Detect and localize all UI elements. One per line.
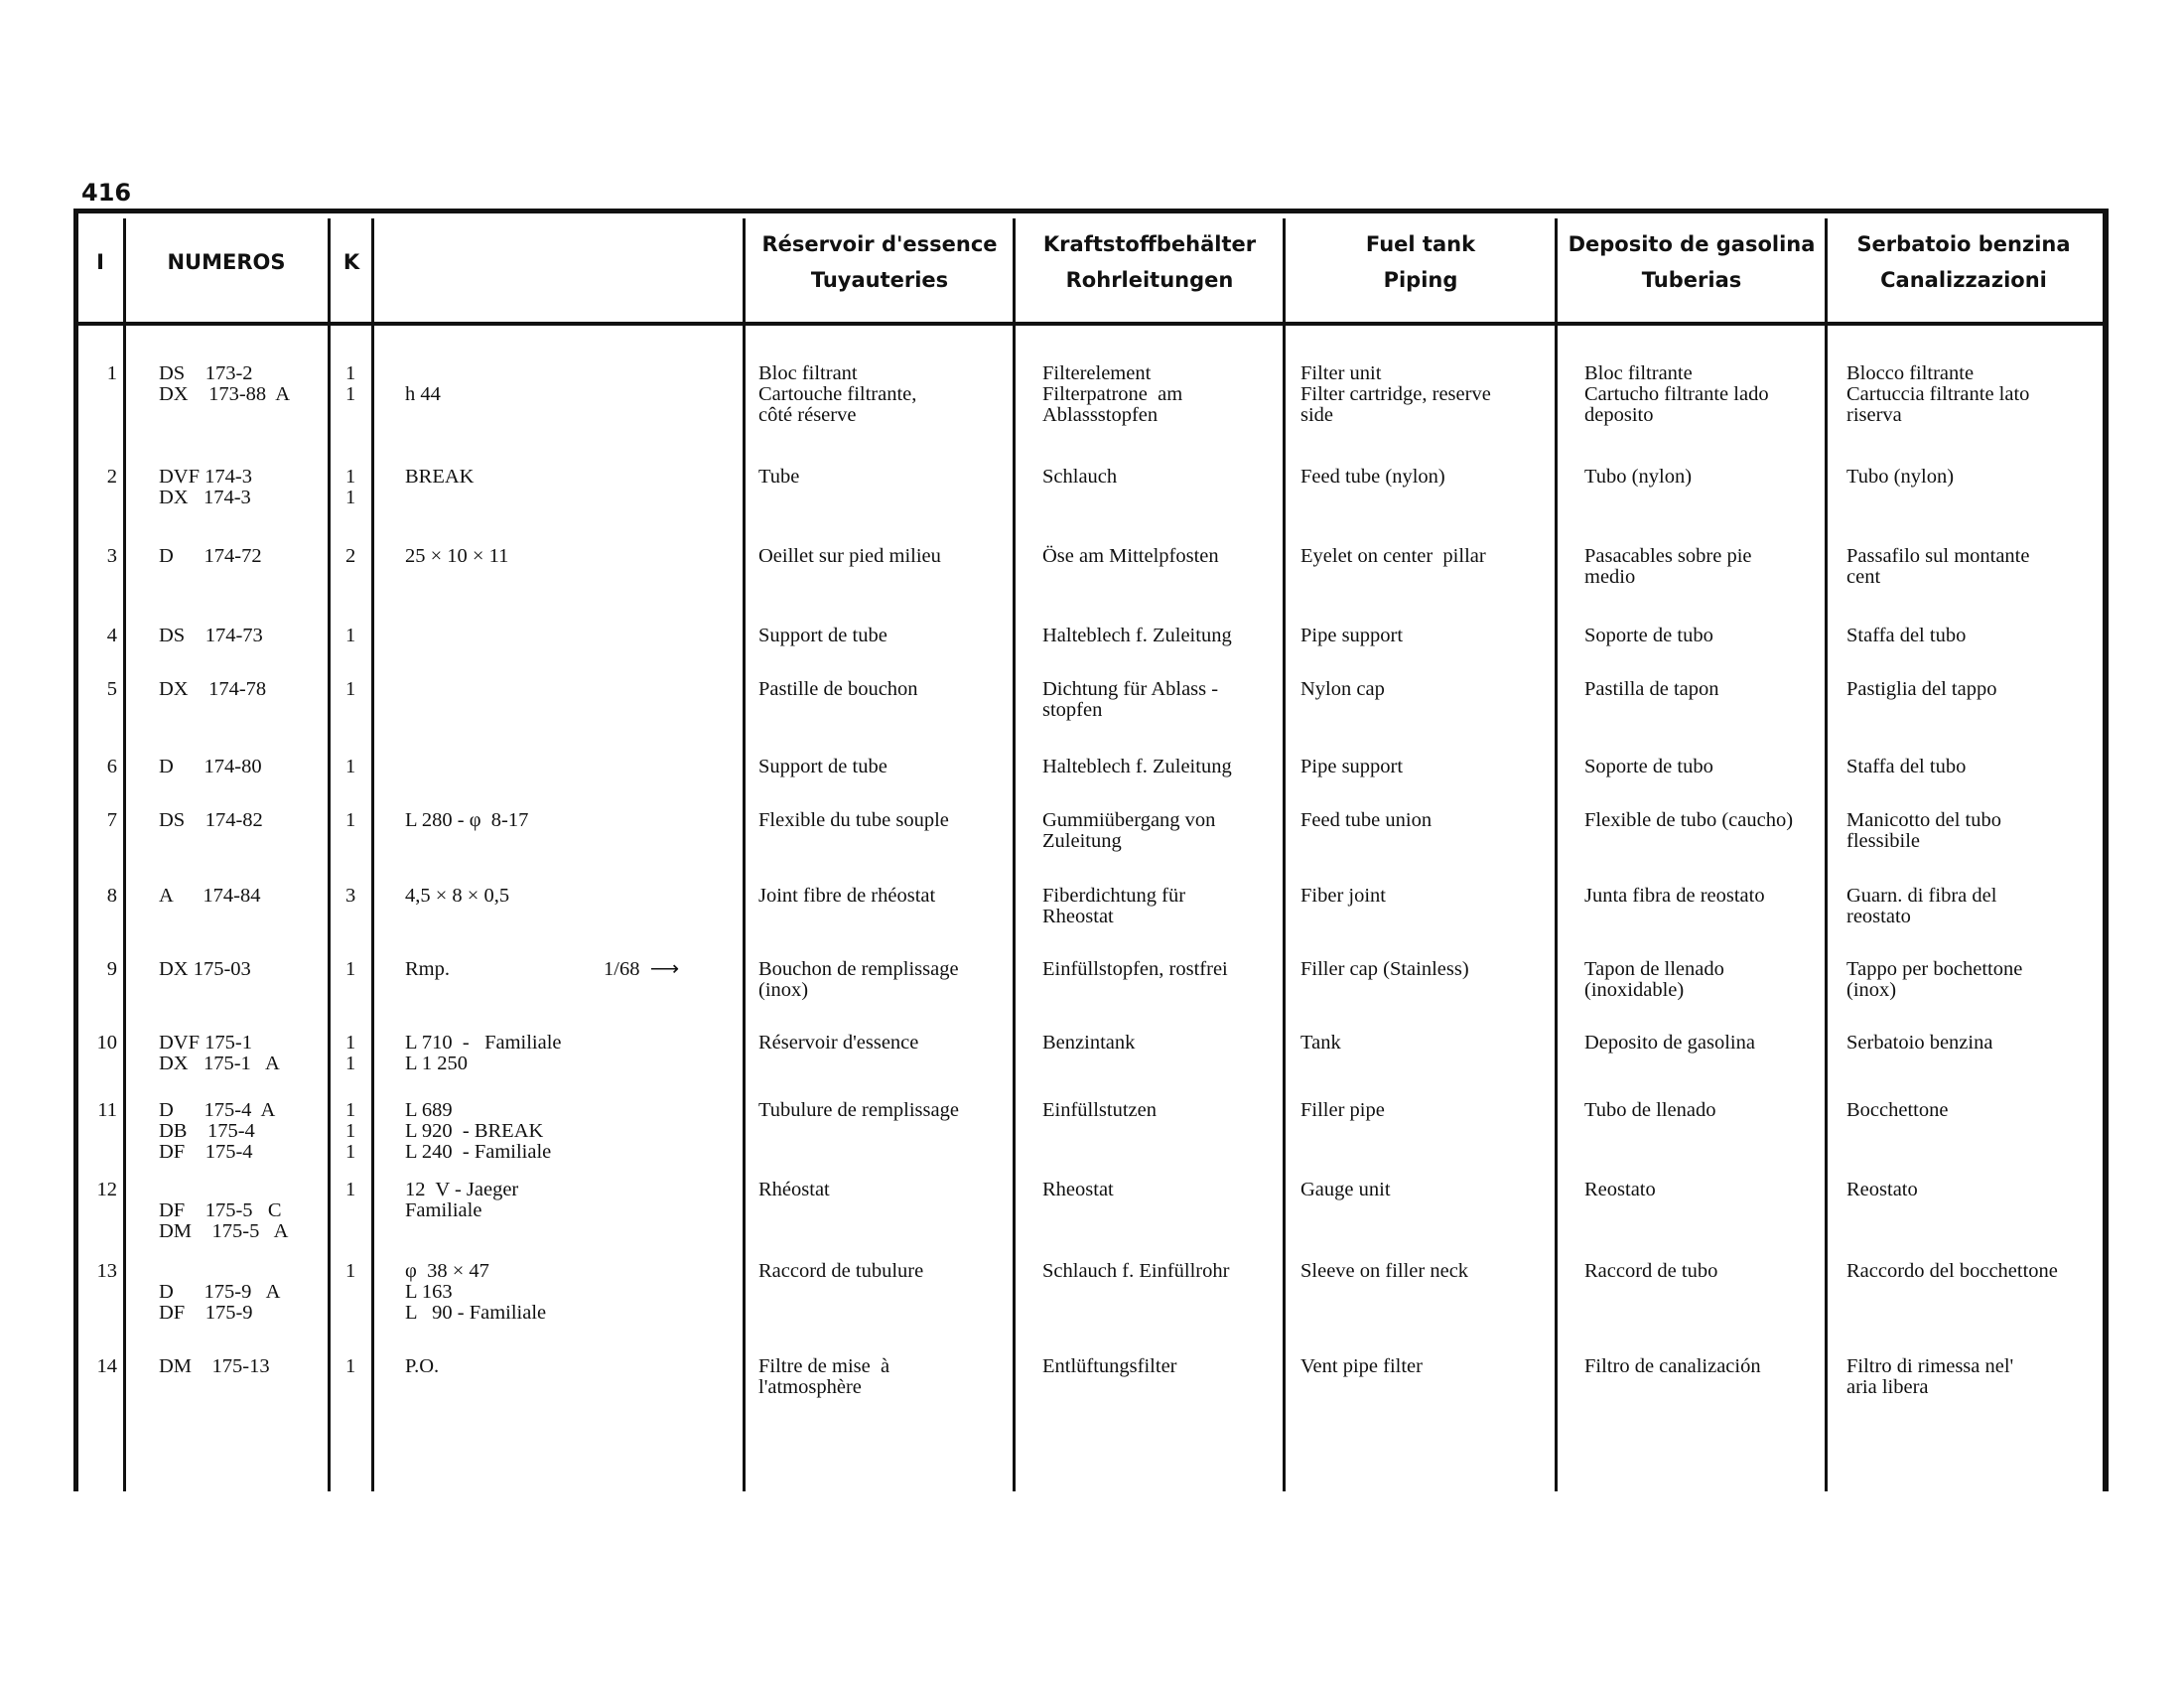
description-french: Bloc filtrant Cartouche filtrante, côté réserve <box>758 362 917 426</box>
description-french: Rhéostat <box>758 1179 830 1200</box>
part-number: DX 174-78 <box>159 678 267 700</box>
description-german: Halteblech f. Zuleitung <box>1042 756 1232 777</box>
quantity: 2 <box>345 545 356 567</box>
quantity: 3 <box>345 885 356 907</box>
part-note: Rmp. <box>405 958 450 980</box>
description-italian: Guarn. di fibra del reostato <box>1846 885 1997 927</box>
row-index: 11 <box>97 1099 117 1121</box>
col-divider <box>743 218 746 1491</box>
description-spanish: Tapon de llenado (inoxidable) <box>1584 958 1724 1001</box>
description-english: Sleeve on filler neck <box>1300 1260 1469 1282</box>
part-number: D 174-72 <box>159 545 262 567</box>
part-note: 25 × 10 × 11 <box>405 545 509 567</box>
part-number: A 174-84 <box>159 885 261 907</box>
description-english: Feed tube (nylon) <box>1300 466 1445 488</box>
header-german: Kraftstoffbehälter Rohrleitungen <box>1042 232 1257 292</box>
description-italian: Filtro di rimessa nel' aria libera <box>1846 1355 2014 1398</box>
header-italian: Serbatoio benzina Canalizzazioni <box>1856 232 2071 292</box>
header-divider <box>73 322 2109 326</box>
header-k: K <box>342 250 360 274</box>
description-english: Gauge unit <box>1300 1179 1391 1200</box>
description-spanish: Junta fibra de reostato <box>1584 885 1765 907</box>
description-french: Joint fibre de rhéostat <box>758 885 936 907</box>
description-spanish: Filtro de canalización <box>1584 1355 1761 1377</box>
row-index: 10 <box>96 1032 117 1054</box>
col-divider <box>371 218 374 1491</box>
description-german: Schlauch <box>1042 466 1118 488</box>
description-french: Oeillet sur pied milieu <box>758 545 941 567</box>
page-number: 416 <box>81 179 132 207</box>
part-number: D 174-80 <box>159 756 262 777</box>
description-spanish: Deposito de gasolina <box>1584 1032 1755 1054</box>
part-number: DF 175-5 C DM 175-5 A <box>159 1199 289 1242</box>
description-german: Fiberdichtung für Rheostat <box>1042 885 1186 927</box>
part-note: P.O. <box>405 1355 440 1377</box>
row-index: 6 <box>106 756 117 777</box>
description-english: Filter unit Filter cartridge, reserve side <box>1300 362 1491 426</box>
description-french: Bouchon de remplissage (inox) <box>758 958 959 1001</box>
part-note: φ 38 × 47 L 163 L 90 - Familiale <box>405 1260 547 1324</box>
part-note: L 689 L 920 - BREAK L 240 - Familiale <box>405 1099 552 1163</box>
quantity: 1 <box>345 958 356 980</box>
part-number: DX 175-03 <box>159 958 251 980</box>
description-english: Fiber joint <box>1300 885 1386 907</box>
part-note: BREAK <box>405 466 475 488</box>
col-divider <box>328 218 331 1491</box>
description-italian: Staffa del tubo <box>1846 756 1967 777</box>
part-number: DS 174-73 <box>159 625 263 646</box>
description-italian: Serbatoio benzina <box>1846 1032 1993 1054</box>
description-german: Benzintank <box>1042 1032 1136 1054</box>
description-spanish: Bloc filtrante Cartucho filtrante lado deposito <box>1584 362 1769 426</box>
part-note: L 280 - φ 8-17 <box>405 809 529 831</box>
part-note: L 710 - Familiale L 1 250 <box>405 1032 562 1074</box>
left-border <box>73 209 78 1491</box>
quantity: 1 <box>345 756 356 777</box>
description-german: Öse am Mittelpfosten <box>1042 545 1219 567</box>
description-english: Eyelet on center pillar <box>1300 545 1486 567</box>
quantity: 1 <box>345 625 356 646</box>
row-index: 3 <box>106 545 117 567</box>
part-note: 4,5 × 8 × 0,5 <box>405 885 510 907</box>
quantity: 1 1 <box>345 362 356 405</box>
header-english: Fuel tank Piping <box>1365 232 1476 292</box>
description-english: Filler pipe <box>1300 1099 1385 1121</box>
part-number: D 175-4 A DB 175-4 DF 175-4 <box>159 1099 276 1163</box>
description-italian: Pastiglia del tappo <box>1846 678 1997 700</box>
part-number: DS 174-82 <box>159 809 263 831</box>
header-numeros: NUMEROS <box>167 250 286 274</box>
row-index: 12 <box>96 1179 117 1200</box>
description-english: Pipe support <box>1300 756 1404 777</box>
description-german: Einfüllstopfen, rostfrei <box>1042 958 1228 980</box>
description-italian: Bocchettone <box>1846 1099 1949 1121</box>
description-italian: Manicotto del tubo flessibile <box>1846 809 2002 852</box>
description-german: Entlüftungsfilter <box>1042 1355 1177 1377</box>
description-french: Filtre de mise à l'atmosphère <box>758 1355 890 1398</box>
description-spanish: Reostato <box>1584 1179 1656 1200</box>
part-note-date: 1/68 ⟶ <box>604 958 680 980</box>
description-spanish: Soporte de tubo <box>1584 756 1713 777</box>
description-french: Tubulure de remplissage <box>758 1099 959 1121</box>
description-italian: Raccordo del bocchettone <box>1846 1260 2058 1282</box>
description-italian: Reostato <box>1846 1179 1918 1200</box>
description-english: Pipe support <box>1300 625 1404 646</box>
part-note: 12 V - Jaeger Familiale <box>405 1179 519 1221</box>
row-index: 14 <box>96 1355 117 1377</box>
description-italian: Passafilo sul montante cent <box>1846 545 2030 588</box>
part-note: h 44 <box>405 383 441 405</box>
description-french: Pastille de bouchon <box>758 678 918 700</box>
row-index: 7 <box>106 809 117 831</box>
header-index: I <box>96 250 104 274</box>
description-english: Feed tube union <box>1300 809 1433 831</box>
description-spanish: Soporte de tubo <box>1584 625 1713 646</box>
row-index: 9 <box>106 958 117 980</box>
description-german: Filterelement Filterpatrone am Ablassstopfen <box>1042 362 1183 426</box>
description-french: Flexible du tube souple <box>758 809 949 831</box>
quantity: 1 <box>345 1355 356 1377</box>
description-german: Gummiübergang von Zuleitung <box>1042 809 1216 852</box>
quantity: 1 <box>345 1179 356 1200</box>
row-index: 2 <box>106 466 117 488</box>
part-number: DVF 175-1 DX 175-1 A <box>159 1032 280 1074</box>
quantity: 1 1 <box>345 1032 356 1074</box>
description-english: Nylon cap <box>1300 678 1385 700</box>
quantity: 1 <box>345 678 356 700</box>
description-french: Raccord de tubulure <box>758 1260 924 1282</box>
description-spanish: Tubo de llenado <box>1584 1099 1716 1121</box>
description-english: Vent pipe filter <box>1300 1355 1423 1377</box>
description-spanish: Tubo (nylon) <box>1584 466 1693 488</box>
row-index: 4 <box>106 625 117 646</box>
header-french: Réservoir d'essence Tuyauteries <box>761 232 998 292</box>
row-index: 5 <box>106 678 117 700</box>
description-german: Halteblech f. Zuleitung <box>1042 625 1232 646</box>
description-italian: Tubo (nylon) <box>1846 466 1955 488</box>
description-italian: Staffa del tubo <box>1846 625 1967 646</box>
row-index: 1 <box>106 362 117 384</box>
row-index: 8 <box>106 885 117 907</box>
row-index: 13 <box>96 1260 117 1282</box>
description-italian: Tappo per bochettone (inox) <box>1846 958 2023 1001</box>
quantity: 1 <box>345 1260 356 1282</box>
description-spanish: Pastilla de tapon <box>1584 678 1719 700</box>
description-french: Support de tube <box>758 756 887 777</box>
description-german: Dichtung für Ablass - stopfen <box>1042 678 1219 721</box>
description-english: Tank <box>1300 1032 1341 1054</box>
description-spanish: Flexible de tubo (caucho) <box>1584 809 1794 831</box>
quantity: 1 <box>345 809 356 831</box>
part-number: DS 173-2 DX 173-88 A <box>159 362 291 405</box>
description-german: Rheostat <box>1042 1179 1114 1200</box>
description-english: Filler cap (Stainless) <box>1300 958 1469 980</box>
quantity: 1 1 1 <box>345 1099 356 1163</box>
description-italian: Blocco filtrante Cartuccia filtrante lato riserva <box>1846 362 2030 426</box>
description-german: Schlauch f. Einfüllrohr <box>1042 1260 1230 1282</box>
description-spanish: Pasacables sobre pie medio <box>1584 545 1752 588</box>
part-number: D 175-9 A DF 175-9 <box>159 1281 281 1324</box>
description-german: Einfüllstutzen <box>1042 1099 1158 1121</box>
part-number: DM 175-13 <box>159 1355 270 1377</box>
description-spanish: Raccord de tubo <box>1584 1260 1718 1282</box>
description-french: Réservoir d'essence <box>758 1032 919 1054</box>
quantity: 1 1 <box>345 466 356 508</box>
header-spanish: Deposito de gasolina Tuberias <box>1568 232 1816 292</box>
description-french: Support de tube <box>758 625 887 646</box>
description-french: Tube <box>758 466 800 488</box>
col-divider <box>123 218 126 1491</box>
part-number: DVF 174-3 DX 174-3 <box>159 466 252 508</box>
